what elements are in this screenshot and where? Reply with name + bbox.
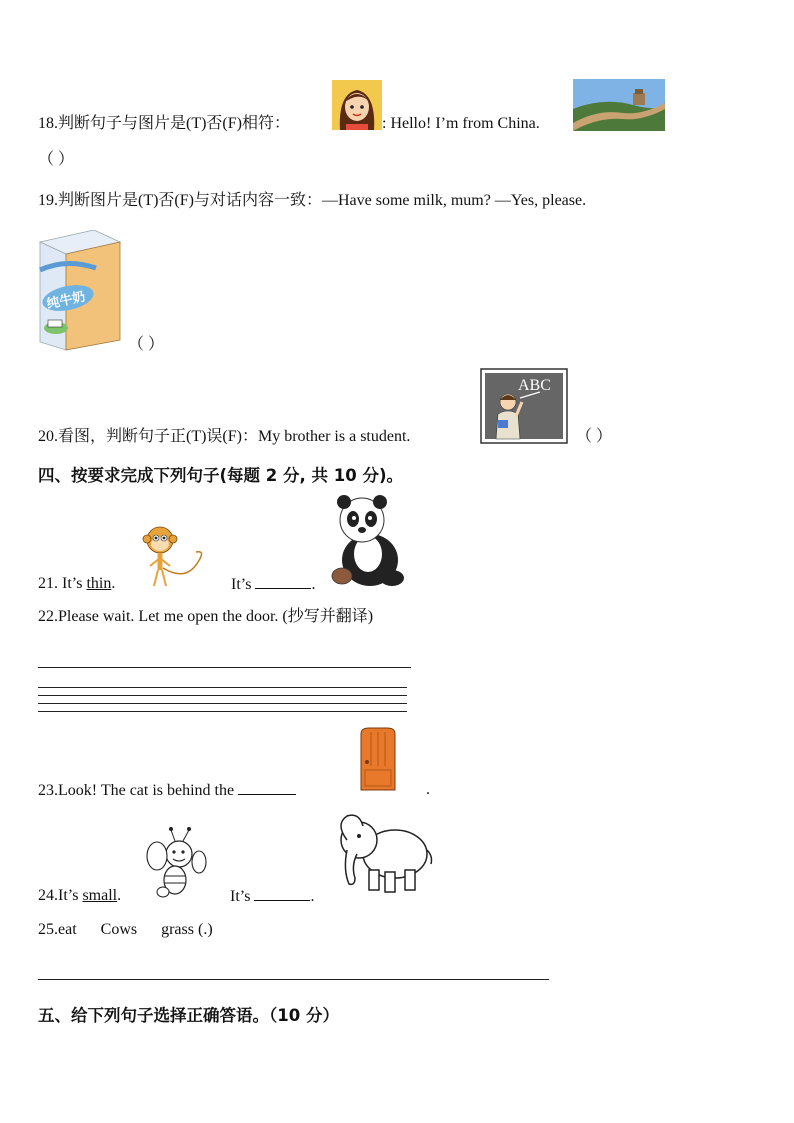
q18-prefix: 18.判断句子与图片是(T)否(F)相符： [38, 115, 290, 132]
q22-answer-line-3[interactable] [38, 695, 407, 696]
q21-suffix: . [111, 575, 116, 592]
q24-suffix: . [117, 887, 122, 904]
milk-label: 纯牛奶 [45, 289, 87, 313]
panda-picture [328, 494, 408, 588]
q21-second [231, 574, 315, 595]
q24-end: . [310, 888, 315, 905]
q25-answer-line[interactable] [38, 979, 549, 980]
q18-answer-parens[interactable]: （ ） [38, 151, 75, 168]
q23-line [38, 780, 296, 801]
teacher-picture [480, 368, 568, 444]
q18-sentence: : Hello! I’m from China. [382, 115, 540, 132]
q23-end: . [426, 781, 430, 798]
door-picture [357, 726, 399, 792]
milk-carton-picture [36, 230, 122, 352]
q24-second [230, 886, 314, 907]
q23-blank[interactable] [238, 780, 296, 795]
q19-text: 19.判断图片是(T)否(F)与对话内容一致：—Have some milk, mum? —Yes, please. [38, 192, 587, 209]
q25-text: 25.eat Cows grass (.) [38, 921, 213, 938]
q24-blank[interactable] [254, 886, 310, 901]
q22-answer-line-1[interactable] [38, 667, 411, 668]
great-wall-picture [573, 79, 665, 131]
section5-title: 五、给下列句子选择正确答语。（10 分） [38, 1006, 339, 1025]
q21-blank[interactable] [255, 574, 311, 589]
q23-text: 23.Look! The cat is behind the [38, 782, 239, 799]
q21-underlined-word: thin [86, 575, 112, 592]
q19-answer-parens[interactable]: （ ） [128, 336, 165, 353]
q24-line [38, 886, 121, 906]
q24-prefix: 24.It’s [38, 887, 83, 904]
elephant-picture [333, 810, 435, 898]
q22-answer-line-2[interactable] [38, 687, 407, 688]
q20-text: 20.看图，判断句子正(T)误(F)：My brother is a student. [38, 428, 411, 445]
bee-picture [145, 826, 207, 900]
q21-end: . [311, 576, 316, 593]
q21-line [38, 574, 115, 594]
section4-title: 四、按要求完成下列句子(每题 2 分, 共 10 分)。 [38, 466, 404, 485]
q21-second-prefix: It’s [231, 576, 256, 593]
q24-underlined-word: small [82, 887, 118, 904]
girl-picture [332, 80, 382, 130]
q22-answer-line-4[interactable] [38, 703, 407, 704]
q22-text: 22.Please wait. Let me open the door. (抄写并翻译) [38, 608, 374, 625]
board-text: ABC [518, 377, 551, 394]
q20-answer-parens[interactable]: （ ） [576, 428, 613, 445]
q21-prefix: 21. It’s [38, 575, 87, 592]
monkey-picture [136, 522, 210, 588]
q24-second-prefix: It’s [230, 888, 255, 905]
q22-answer-line-5[interactable] [38, 711, 407, 712]
